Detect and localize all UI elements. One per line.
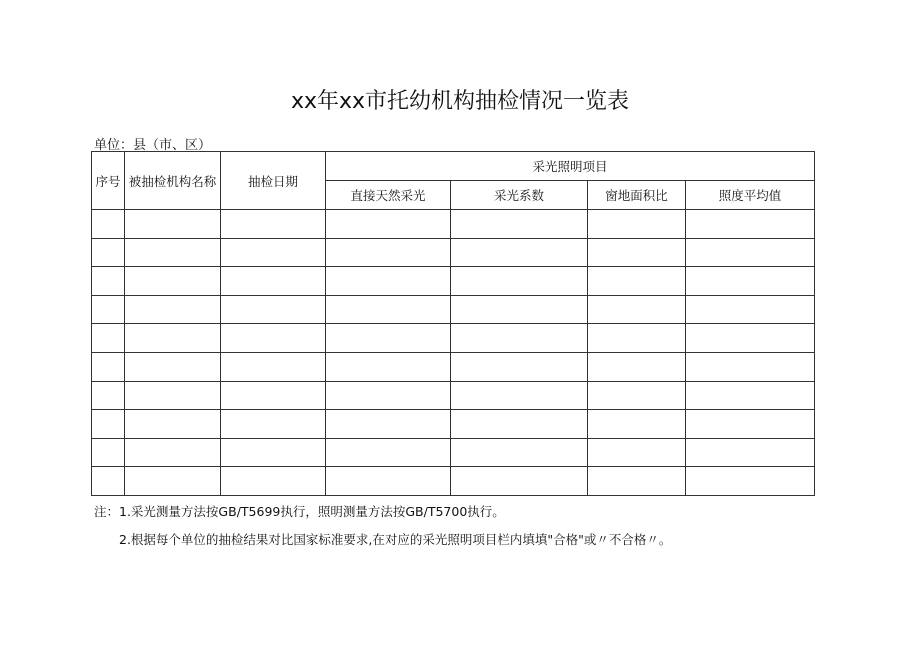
table-cell[interactable] (588, 267, 686, 296)
table-cell[interactable] (125, 210, 221, 239)
table-cell[interactable] (125, 467, 221, 496)
table-cell[interactable] (221, 267, 326, 296)
table-cell[interactable] (221, 381, 326, 410)
table-cell[interactable] (221, 352, 326, 381)
header-lighting-group: 采光照明项目 (326, 152, 815, 181)
table-cell[interactable] (686, 438, 815, 467)
table-cell[interactable] (451, 210, 588, 239)
table-cell[interactable] (326, 324, 451, 353)
table-cell[interactable] (125, 438, 221, 467)
table-cell[interactable] (451, 238, 588, 267)
table-cell[interactable] (588, 467, 686, 496)
table-cell[interactable] (451, 295, 588, 324)
table-cell[interactable] (451, 438, 588, 467)
table-cell[interactable] (92, 467, 125, 496)
table-body (92, 210, 815, 496)
unit-label: 单位：县（市、区） (94, 138, 212, 153)
table-cell[interactable] (92, 352, 125, 381)
table-cell[interactable] (451, 352, 588, 381)
table-cell[interactable] (686, 467, 815, 496)
table-cell[interactable] (92, 381, 125, 410)
table-cell[interactable] (92, 210, 125, 239)
table-cell[interactable] (221, 210, 326, 239)
table-cell[interactable] (326, 438, 451, 467)
table-cell[interactable] (221, 324, 326, 353)
table-cell[interactable] (451, 324, 588, 353)
header-institution: 被抽检机构名称 (125, 152, 221, 210)
table-cell[interactable] (221, 467, 326, 496)
table-cell[interactable] (221, 410, 326, 439)
table-cell[interactable] (326, 295, 451, 324)
table-cell[interactable] (221, 238, 326, 267)
table-row (92, 352, 815, 381)
table-cell[interactable] (686, 410, 815, 439)
table-row (92, 238, 815, 267)
table-cell[interactable] (326, 352, 451, 381)
table-cell[interactable] (92, 267, 125, 296)
table-cell[interactable] (326, 467, 451, 496)
table-cell[interactable] (451, 381, 588, 410)
table-cell[interactable] (125, 410, 221, 439)
table-cell[interactable] (125, 352, 221, 381)
inspection-table (91, 151, 815, 496)
table-cell[interactable] (588, 210, 686, 239)
table-row (92, 324, 815, 353)
table-cell[interactable] (686, 324, 815, 353)
header-average-illuminance: 照度平均值 (686, 181, 815, 210)
header-daylight-factor: 采光系数 (451, 181, 588, 210)
table-cell[interactable] (125, 324, 221, 353)
table-cell[interactable] (588, 295, 686, 324)
table-cell[interactable] (326, 210, 451, 239)
table-cell[interactable] (125, 381, 221, 410)
table-cell[interactable] (686, 238, 815, 267)
table-cell[interactable] (686, 267, 815, 296)
note-1: 注：1.采光测量方法按GB/T5699执行，照明测量方法按GB/T5700执行。 (94, 504, 505, 519)
table-cell[interactable] (588, 352, 686, 381)
document-title: xx年xx市托幼机构抽检情况一览表 (290, 89, 630, 114)
table-cell[interactable] (326, 381, 451, 410)
table-cell[interactable] (221, 438, 326, 467)
table-cell[interactable] (125, 267, 221, 296)
table-cell[interactable] (451, 267, 588, 296)
table-cell[interactable] (221, 295, 326, 324)
table-cell[interactable] (92, 238, 125, 267)
table-cell[interactable] (686, 210, 815, 239)
header-direct-daylight: 直接天然采光 (326, 181, 451, 210)
table-row (92, 295, 815, 324)
table-cell[interactable] (451, 410, 588, 439)
table-cell[interactable] (326, 410, 451, 439)
table-cell[interactable] (451, 467, 588, 496)
table-cell[interactable] (686, 381, 815, 410)
table-cell[interactable] (326, 238, 451, 267)
table-cell[interactable] (125, 295, 221, 324)
table-cell[interactable] (125, 238, 221, 267)
table-row (92, 410, 815, 439)
table-row (92, 210, 815, 239)
table-row (92, 438, 815, 467)
table-cell[interactable] (588, 410, 686, 439)
header-window-floor-ratio: 窗地面积比 (588, 181, 686, 210)
table-cell[interactable] (92, 295, 125, 324)
table-cell[interactable] (326, 267, 451, 296)
table-row (92, 267, 815, 296)
note-2: 2.根据每个单位的抽检结果对比国家标准要求,在对应的采光照明项目栏内填填"合格"或〃不合格〃。 (119, 532, 672, 547)
table-row (92, 381, 815, 410)
table-cell[interactable] (686, 352, 815, 381)
table-cell[interactable] (588, 438, 686, 467)
table-cell[interactable] (686, 295, 815, 324)
table-cell[interactable] (92, 410, 125, 439)
table-row (92, 467, 815, 496)
table-cell[interactable] (588, 324, 686, 353)
table-cell[interactable] (588, 238, 686, 267)
table-cell[interactable] (92, 324, 125, 353)
header-seq: 序号 (92, 152, 125, 210)
table-cell[interactable] (588, 381, 686, 410)
header-date: 抽检日期 (221, 152, 326, 210)
table-cell[interactable] (92, 438, 125, 467)
